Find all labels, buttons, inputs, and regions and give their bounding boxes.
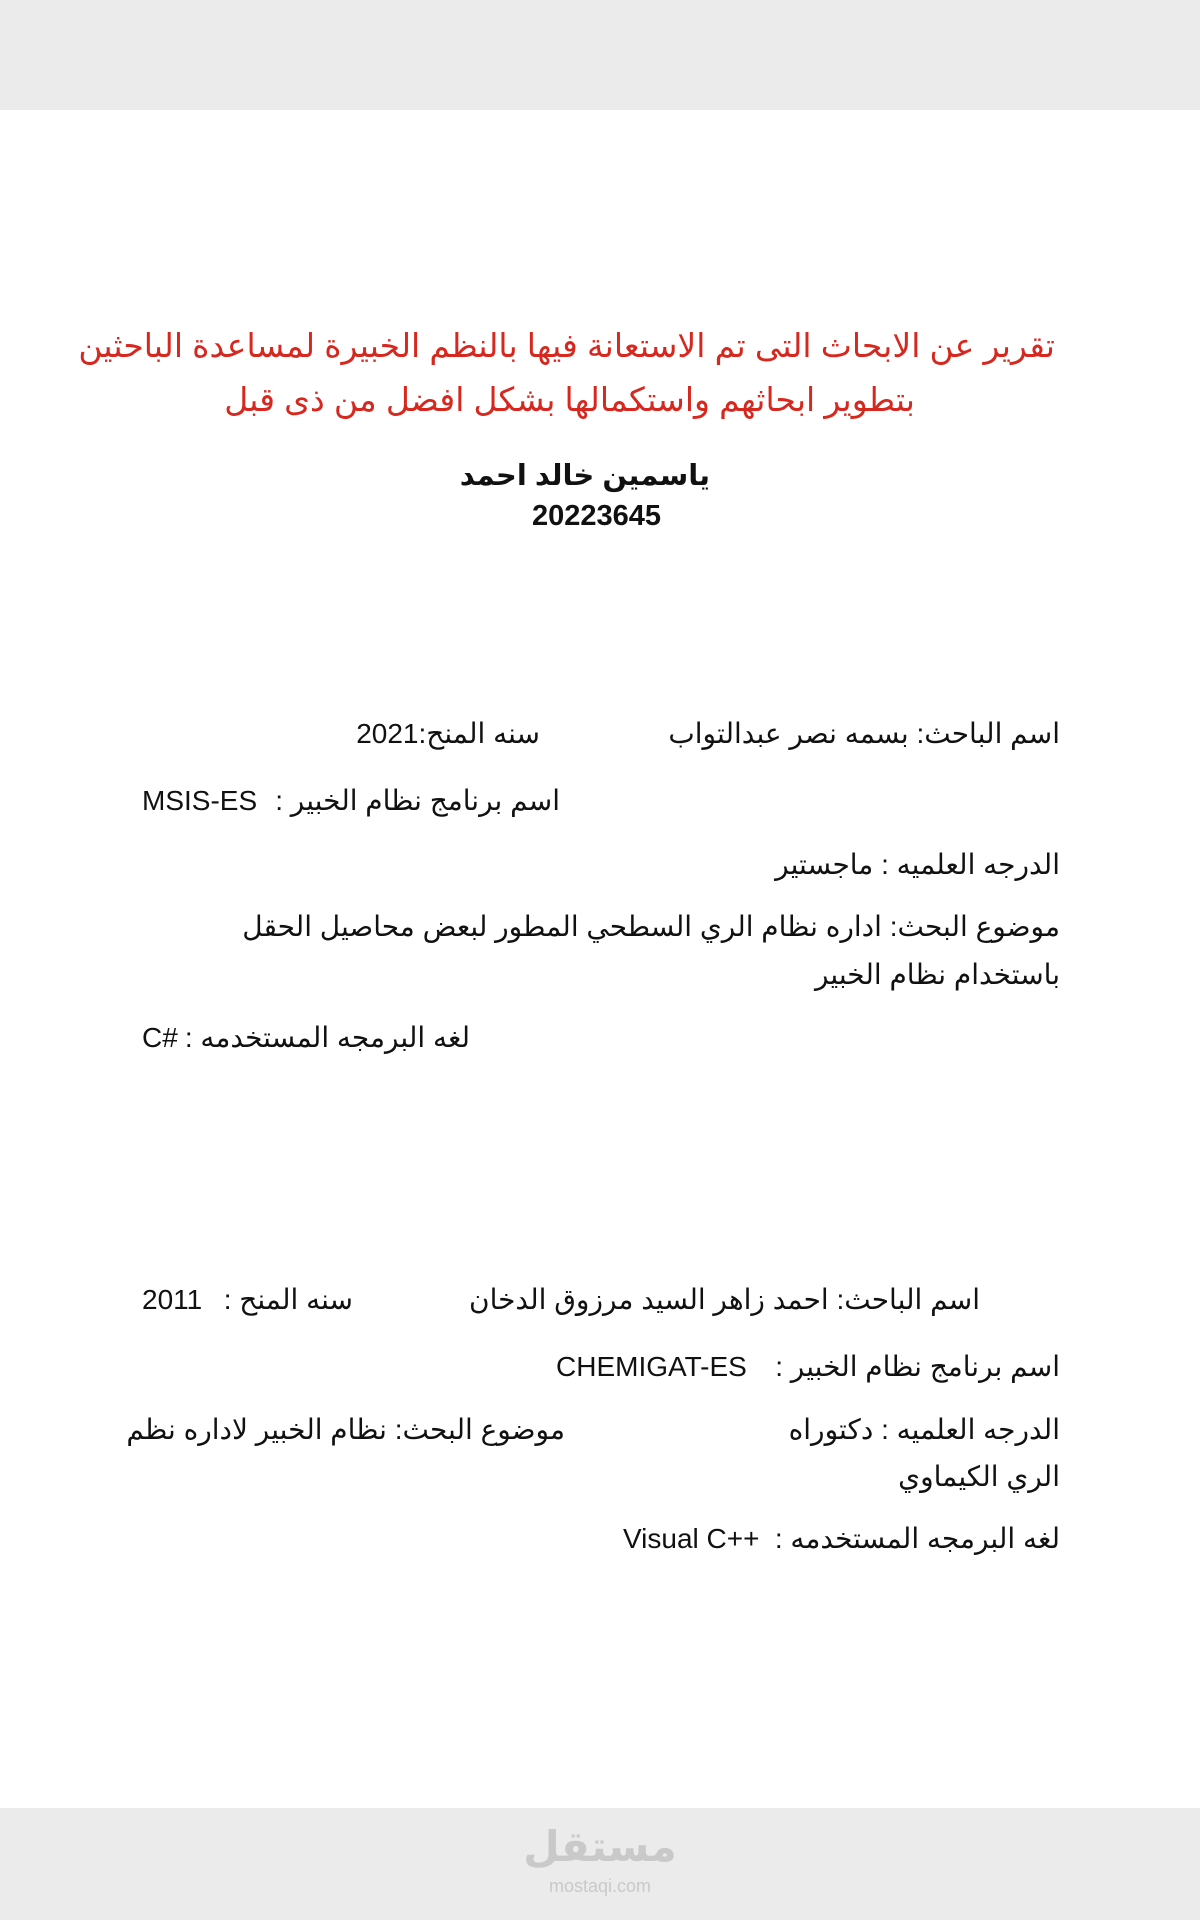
author-name: ياسمين خالد احمد	[459, 460, 710, 492]
research1-grant-year: سنه المنح:2021	[356, 718, 540, 749]
research2-grant-year-value: 2011	[142, 1284, 203, 1315]
research2-degree: الدرجه العلميه : دكتوراه	[788, 1414, 1060, 1445]
research1-language-label: لغه البرمجه المستخدمه :	[184, 1022, 470, 1053]
research2-language-label: لغه البرمجه المستخدمه :	[774, 1523, 1060, 1554]
top-margin	[0, 0, 1200, 110]
mostaql-logo: مستقل	[523, 1823, 677, 1870]
research2-researcher: اسم الباحث: احمد زاهر السيد مرزوق الدخان	[469, 1284, 980, 1315]
research2-program-value: CHEMIGAT-ES	[556, 1351, 747, 1382]
report-title-line-2: بتطوير ابحاثهم واستكمالها بشكل افضل من ذى قبل	[224, 381, 915, 418]
research2-language-value: Visual C++	[623, 1523, 760, 1554]
research2-program-label: اسم برنامج نظام الخبير :	[775, 1351, 1060, 1382]
research2-topic-line-1: موضوع البحث: نظام الخبير لاداره نظم	[126, 1414, 565, 1445]
research2-topic-line-2: الري الكيماوي	[898, 1461, 1060, 1492]
mostaql-url: mostaqi.com	[548, 1876, 652, 1896]
research2-grant-year-label: سنه المنح :	[223, 1284, 353, 1315]
research1-topic-line-1: موضوع البحث: اداره نظام الري السطحي المطور لبعض محاصيل الحقل	[242, 911, 1060, 942]
research1-researcher: اسم الباحث: بسمه نصر عبدالتواب	[668, 718, 1060, 749]
research1-degree: الدرجه العلميه : ماجستير	[775, 849, 1060, 880]
author-id: 20223645	[532, 500, 662, 532]
research1-program-value: MSIS-ES	[142, 785, 258, 816]
report-title-line-1: تقرير عن الابحاث التى تم الاستعانة فيها بالنظم الخبيرة لمساعدة الباحثين	[78, 327, 1055, 364]
research1-program-label: اسم برنامج نظام الخبير :	[275, 785, 560, 816]
research1-language-value: C#	[142, 1022, 178, 1053]
research1-topic-line-2: باستخدام نظام الخبير	[814, 959, 1060, 990]
